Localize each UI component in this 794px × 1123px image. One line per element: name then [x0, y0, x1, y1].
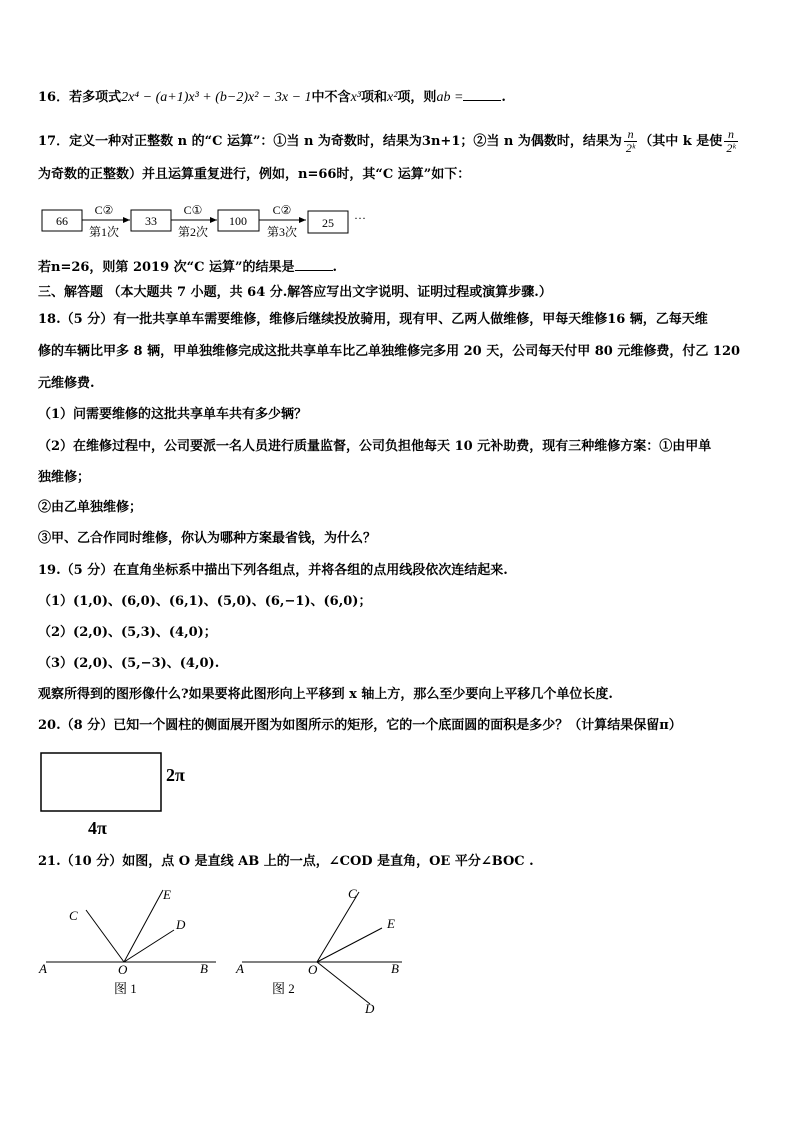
question-18-part1: （1）问需要维修的这批共享单车共有多少辆？	[38, 407, 308, 422]
fraction-n-over-2k: $\frac{n}{\text{2ᵏ}}$	[625, 127, 636, 155]
question-19-group3: （3）(2,0)、(5,−3)、(4,0).	[38, 656, 220, 671]
question-16: 16．若多项式2x⁴ − (a+1)x³ + (b−2)x² − 3x − 1中不含x³项和x²项，则ab = .	[38, 90, 506, 105]
rectangle-side-label: 2π	[166, 765, 185, 785]
answer-blank	[463, 88, 501, 101]
polynomial: 2x⁴ − (a+1)x³ + (b−2)x² − 3x − 1	[121, 90, 312, 105]
question-19-ask: 观察所得到的图形像什么?如果要将此图形向上平移到 x 轴上方，那么至少要向上平移几个单位长度.	[38, 687, 613, 702]
c-operation-flow-diagram	[38, 198, 378, 244]
answer-blank	[295, 258, 333, 271]
flow-step-1: 第1次	[88, 225, 120, 239]
flow-box-1-value: 66	[56, 214, 68, 228]
question-18-line1: 18.（5 分）有一批共享单车需要维修，维修后继续投放骑用，现有甲、乙两人做维修，甲每天维修16 辆，乙每天维	[38, 312, 708, 327]
label-E: E	[163, 887, 171, 902]
label-D: D	[176, 917, 186, 932]
question-18-part2: （2）在维修过程中，公司要派一名人员进行质量监督，公司负担他每天 10 元补助费，现有三种维修方案：①由甲单	[38, 439, 712, 454]
section-3-heading: 三、解答题 （本大题共 7 小题，共 64 分.解答应写出文字说明、证明过程或演算步骤.）	[38, 285, 552, 300]
flow-op-2: C①	[183, 203, 203, 217]
question-17-line1: 17．定义一种对正整数 n 的“C 运算”：①当 n 为奇数时，结果为3n+1；②当 n 为偶数时，结果为 $\frac{n}{\text{2ᵏ}}$ （其中 k 是使 $\frac{n}{\text{2ᵏ}}$	[38, 127, 736, 155]
question-21-line1: 21.（10 分）如图，点 O 是直线 AB 上的一点，∠COD 是直角，OE 平分∠BOC .	[38, 854, 534, 869]
angle-figure-1	[36, 880, 226, 1005]
flow-box-3-value: 100	[229, 214, 247, 228]
figure-1-caption: 图 1	[114, 981, 137, 996]
label-O: O	[308, 962, 318, 977]
cylinder-lateral-rectangle	[41, 753, 161, 811]
question-18-option3: ③甲、乙合作同时维修，你认为哪种方案最省钱，为什么？	[38, 531, 377, 546]
label-C: C	[69, 908, 78, 923]
question-19-line1: 19.（5 分）在直角坐标系中描出下列各组点，并将各组的点用线段依次连结起来.	[38, 563, 508, 578]
question-18-part2b: 独维修；	[38, 470, 91, 485]
label-C: C	[348, 886, 357, 901]
label-A: A	[39, 961, 47, 976]
question-18-line2: 修的车辆比甲多 8 辆，甲单独维修完成这批共享单车比乙单独维修完多用 20 天，公司每天付甲 80 元维修费，付乙 120	[38, 344, 741, 359]
question-17-line3: 若n=26，则第 2019 次“C 运算”的结果是 .	[38, 260, 338, 275]
question-20-line1: 20.（8 分）已知一个圆柱的侧面展开图为如图所示的矩形，它的一个底面圆的面积是多少？（计算结果保留π）	[38, 718, 682, 733]
question-19-group2: （2）(2,0)、(5,3)、(4,0)；	[38, 625, 217, 640]
fraction-n-over-2k-2: $\frac{n}{\text{2ᵏ}}$	[726, 127, 736, 155]
label-E: E	[387, 916, 395, 931]
flow-step-3: 第3次	[266, 225, 298, 239]
flow-box-4-value: 25	[322, 216, 334, 230]
flow-step-2: 第2次	[177, 225, 209, 239]
label-A: A	[236, 961, 244, 976]
flow-op-1: C②	[94, 203, 114, 217]
flow-box-2-value: 33	[145, 214, 157, 228]
label-D: D	[365, 1001, 375, 1016]
rectangle-bottom-label: 4π	[88, 818, 107, 838]
label-O: O	[118, 962, 128, 977]
question-17-line2: 为奇数的正整数）并且运算重复进行，例如，n=66时，其“C 运算”如下：	[38, 167, 471, 182]
rectangle-figure	[38, 748, 208, 843]
question-18-option2: ②由乙单独维修；	[38, 500, 143, 515]
label-B: B	[200, 961, 208, 976]
label-B: B	[391, 961, 399, 976]
question-18-line3: 元维修费.	[38, 376, 95, 391]
figure-2-caption: 图 2	[272, 981, 295, 996]
flow-ellipsis: ···	[354, 211, 366, 225]
flow-op-3: C②	[272, 203, 292, 217]
angle-figure-2	[232, 880, 412, 1020]
question-19-group1: （1）(1,0)、(6,0)、(6,1)、(5,0)、(6,−1)、(6,0)；	[38, 594, 372, 609]
